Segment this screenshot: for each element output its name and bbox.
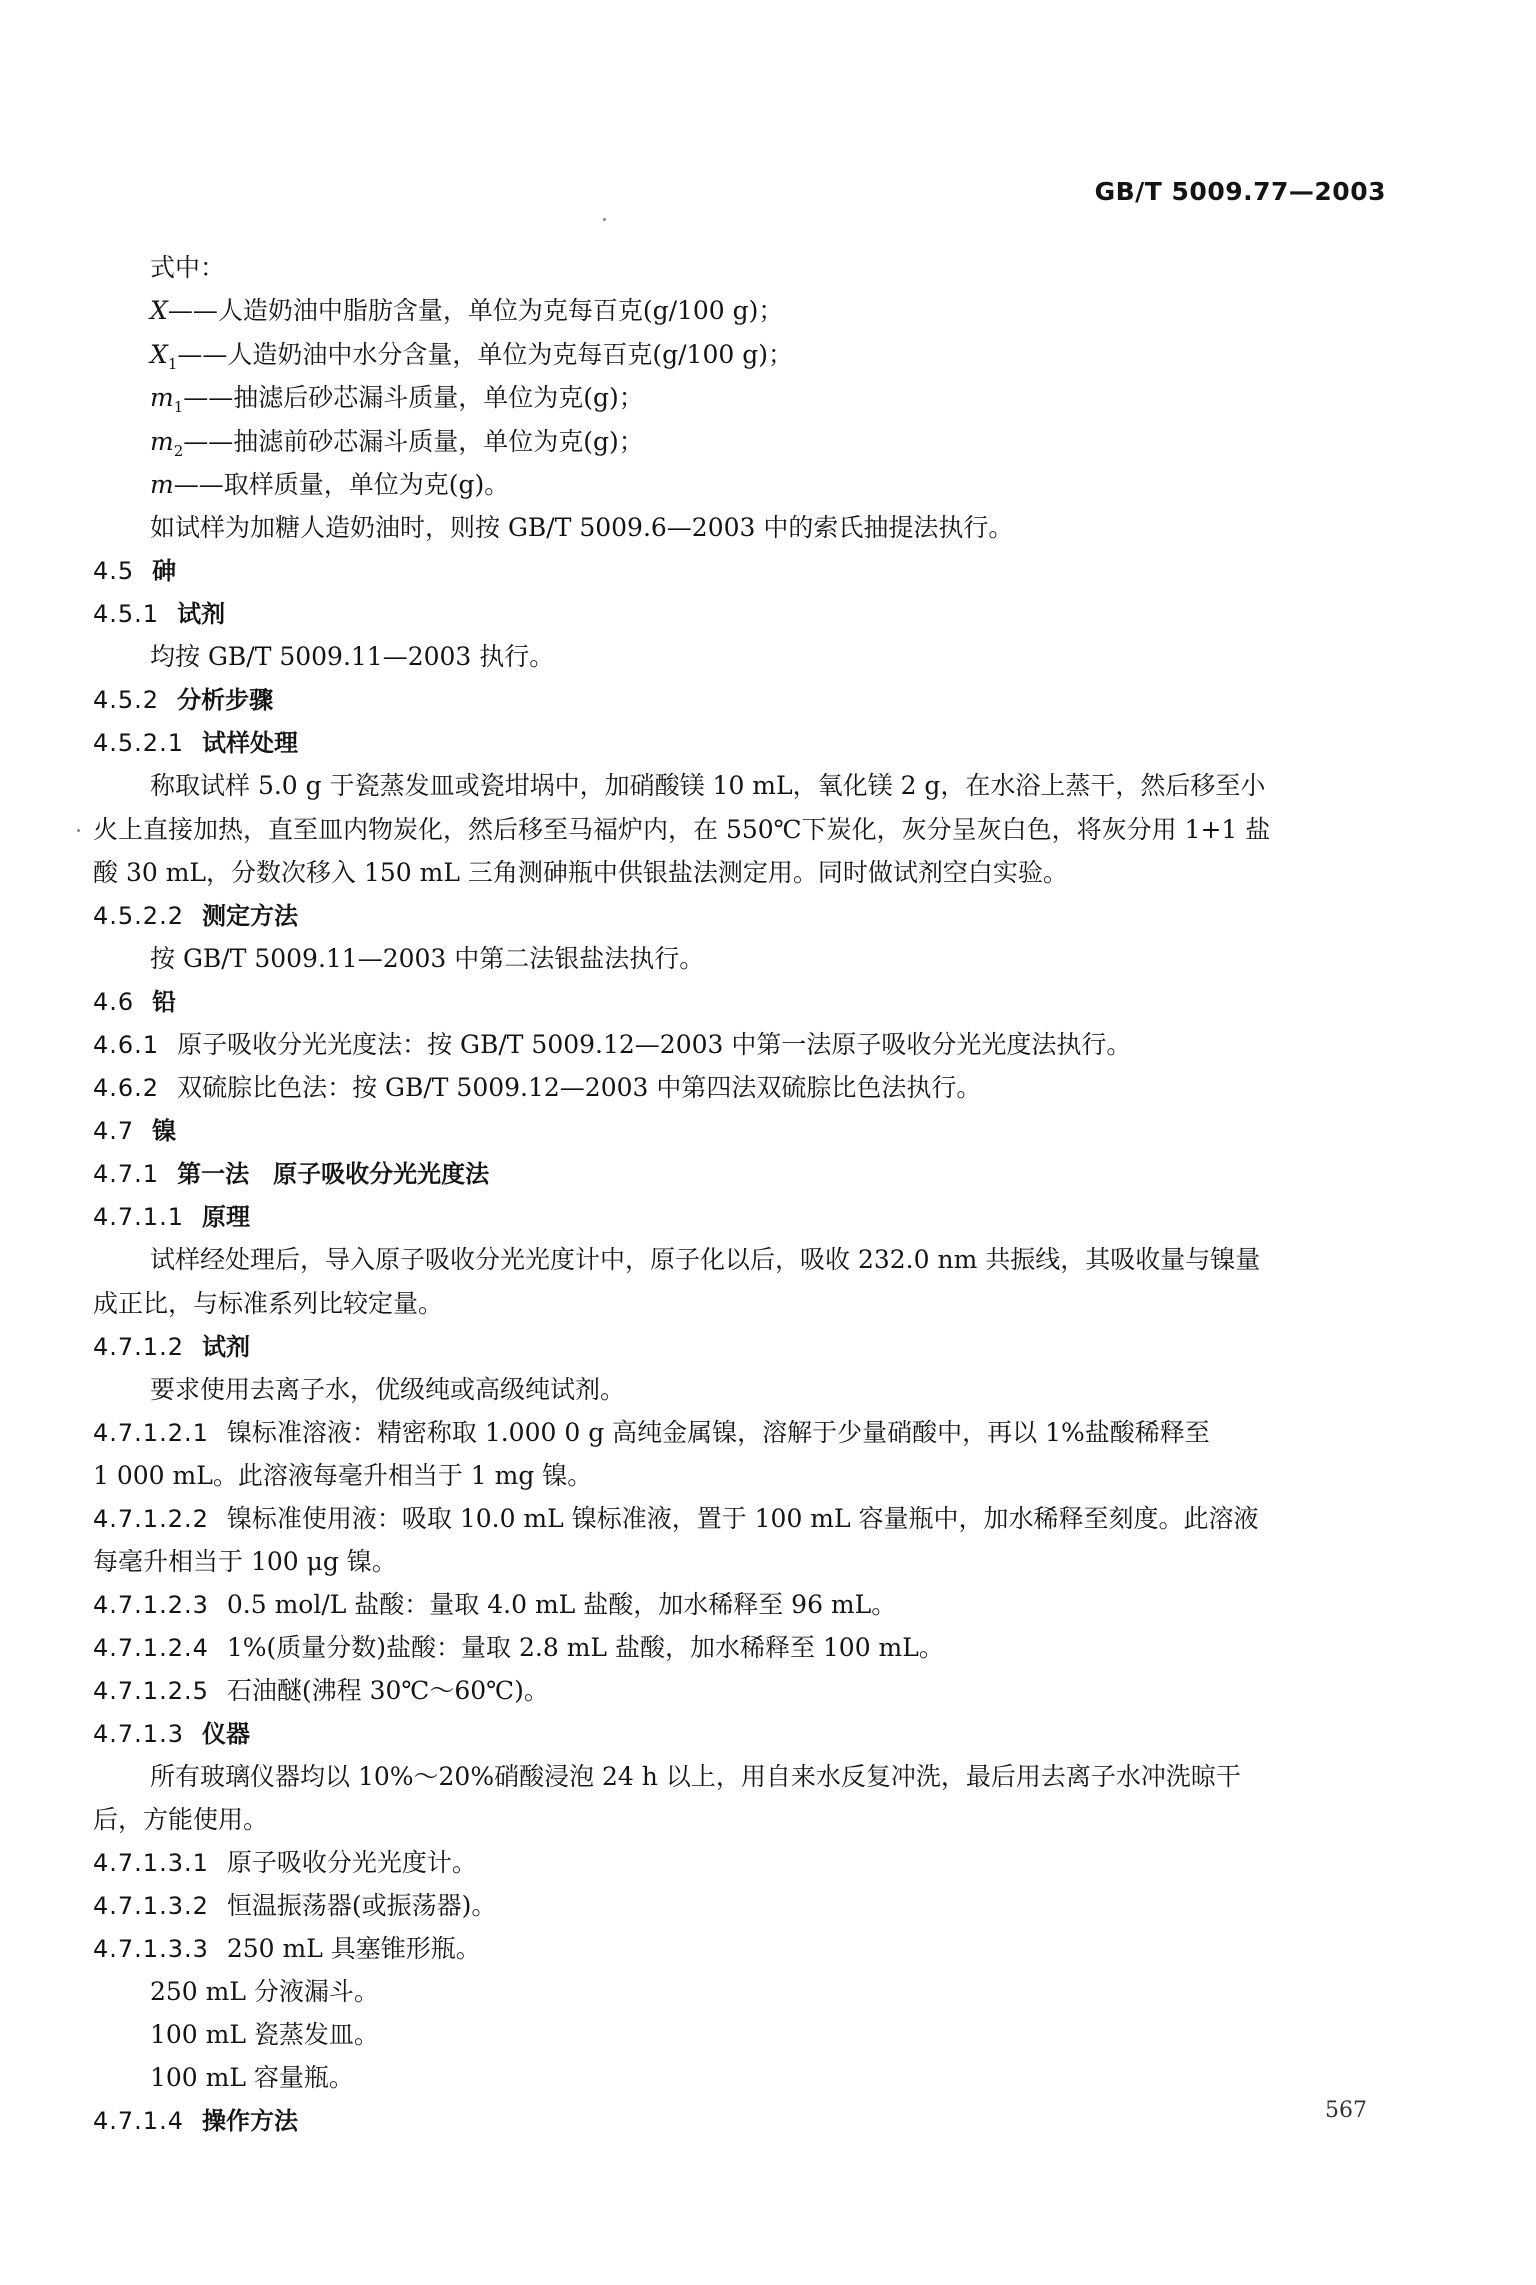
where-intro: 式中： xyxy=(150,253,226,282)
numbered-clause: 4.7.1.3.3 250 mL 具塞锥形瓶。 xyxy=(93,1934,481,1963)
paragraph-line: 成正比，与标准系列比较定量。 xyxy=(93,1289,444,1318)
numbered-clause: 4.7.1.2.2 镍标准使用液：吸取 10.0 mL 镍标准液，置于 100 mL 容量瓶中，加水稀释至刻度。此溶液 xyxy=(93,1504,1259,1533)
section-heading: 4.6 铅 xyxy=(93,988,177,1016)
numbered-clause: 4.7.1.2.5 石油醚(沸程 30℃～60℃)。 xyxy=(93,1676,549,1705)
symbol-desc: ——人造奶油中脂肪含量，单位为克每百克(g/100 g)； xyxy=(167,296,784,325)
section-heading: 4.5 砷 xyxy=(93,557,177,585)
paragraph-line: 酸 30 mL，分数次移入 150 mL 三角测砷瓶中供银盐法测定用。同时做试剂空白实验。 xyxy=(93,858,1068,887)
paragraph: 按 GB/T 5009.11—2003 中第二法银盐法执行。 xyxy=(150,944,705,973)
paragraph-line: 每毫升相当于 100 μg 镍。 xyxy=(93,1547,397,1576)
section-heading: 4.7.1.3 仪器 xyxy=(93,1720,250,1748)
symbol: X xyxy=(150,296,168,325)
numbered-clause: 4.6.1 原子吸收分光光度法：按 GB/T 5009.12—2003 中第一法原子吸收分光光度法执行。 xyxy=(93,1030,1132,1059)
scan-speck xyxy=(603,218,606,221)
symbol-desc: ——抽滤后砂芯漏斗质量，单位为克(g)； xyxy=(183,383,644,412)
numbered-clause: 4.6.2 双硫腙比色法：按 GB/T 5009.12—2003 中第四法双硫腙比色法执行。 xyxy=(93,1073,982,1102)
symbol-def xyxy=(150,293,783,338)
symbol: $m_2$ xyxy=(150,427,184,460)
paragraph-line: 1 000 mL。此溶液每毫升相当于 1 mg 镍。 xyxy=(93,1461,593,1490)
section-heading: 4.7.1.1 原理 xyxy=(93,1203,250,1231)
symbol: $m_1$ xyxy=(150,383,184,416)
symbol-def xyxy=(150,380,644,425)
section-heading: 4.5.2 分析步骤 xyxy=(93,686,274,714)
symbol-def xyxy=(150,337,793,382)
symbol-def xyxy=(150,467,509,512)
symbol-def xyxy=(150,424,644,469)
paragraph-line: 所有玻璃仪器均以 10%～20%硝酸浸泡 24 h 以上，用自来水反复冲洗，最后用去离子水冲洗晾干 xyxy=(150,1762,1241,1791)
paragraph-line: 试样经处理后，导入原子吸收分光光度计中，原子化以后，吸收 232.0 nm 共振线，其吸收量与镍量 xyxy=(150,1245,1261,1274)
paragraph-line: 称取试样 5.0 g 于瓷蒸发皿或瓷坩埚中，加硝酸镁 10 mL，氧化镁 2 g，在水浴上蒸干，然后移至小 xyxy=(150,771,1266,800)
symbol-desc: ——抽滤前砂芯漏斗质量，单位为克(g)； xyxy=(183,427,644,456)
numbered-clause: 4.7.1.3.1 原子吸收分光光度计。 xyxy=(93,1848,477,1877)
paragraph: 要求使用去离子水，优级纯或高级纯试剂。 xyxy=(150,1375,626,1404)
paragraph: 均按 GB/T 5009.11—2003 执行。 xyxy=(150,642,555,671)
section-heading: 4.7.1.2 试剂 xyxy=(93,1333,250,1361)
numbered-clause: 4.7.1.3.2 恒温振荡器(或振荡器)。 xyxy=(93,1891,497,1920)
list-item: 100 mL 瓷蒸发皿。 xyxy=(150,2020,379,2049)
symbol-desc: ——取样质量，单位为克(g)。 xyxy=(173,470,510,499)
symbol-desc: ——人造奶油中水分含量，单位为克每百克(g/100 g)； xyxy=(177,340,793,369)
paragraph-line: 火上直接加热，直至皿内物炭化，然后移至马福炉内，在 550℃下炭化，灰分呈灰白色，将灰分用 1+1 盐 xyxy=(93,815,1271,844)
section-heading: 4.5.2.2 测定方法 xyxy=(93,902,298,930)
section-heading: 4.7 镍 xyxy=(93,1117,177,1145)
numbered-clause: 4.7.1.2.4 1%(质量分数)盐酸：量取 2.8 mL 盐酸，加水稀释至 100 mL。 xyxy=(93,1633,944,1662)
scan-speck xyxy=(77,829,80,832)
list-item: 100 mL 容量瓶。 xyxy=(150,2063,354,2092)
section-heading: 4.5.1 试剂 xyxy=(93,600,226,628)
numbered-clause: 4.7.1.2.3 0.5 mol/L 盐酸：量取 4.0 mL 盐酸，加水稀释至 96 mL。 xyxy=(93,1590,897,1619)
numbered-clause: 4.7.1.2.1 镍标准溶液：精密称取 1.000 0 g 高纯金属镍，溶解于少量硝酸中，再以 1%盐酸稀释至 xyxy=(93,1418,1210,1447)
section-heading: 4.5.2.1 试样处理 xyxy=(93,729,298,757)
list-item: 250 mL 分液漏斗。 xyxy=(150,1977,379,2006)
section-heading: 4.7.1.4 操作方法 xyxy=(93,2107,298,2135)
note-paragraph: 如试样为加糖人造奶油时，则按 GB/T 5009.6—2003 中的索氏抽提法执行。 xyxy=(150,513,1014,542)
standard-code: GB/T 5009.77—2003 xyxy=(1094,177,1386,206)
symbol: m xyxy=(150,470,174,499)
paragraph-line: 后，方能使用。 xyxy=(93,1805,269,1834)
page-number: 567 xyxy=(1325,2098,1367,2123)
section-heading: 4.7.1 第一法 原子吸收分光光度法 xyxy=(93,1160,490,1188)
symbol: $X_1$ xyxy=(150,340,178,373)
